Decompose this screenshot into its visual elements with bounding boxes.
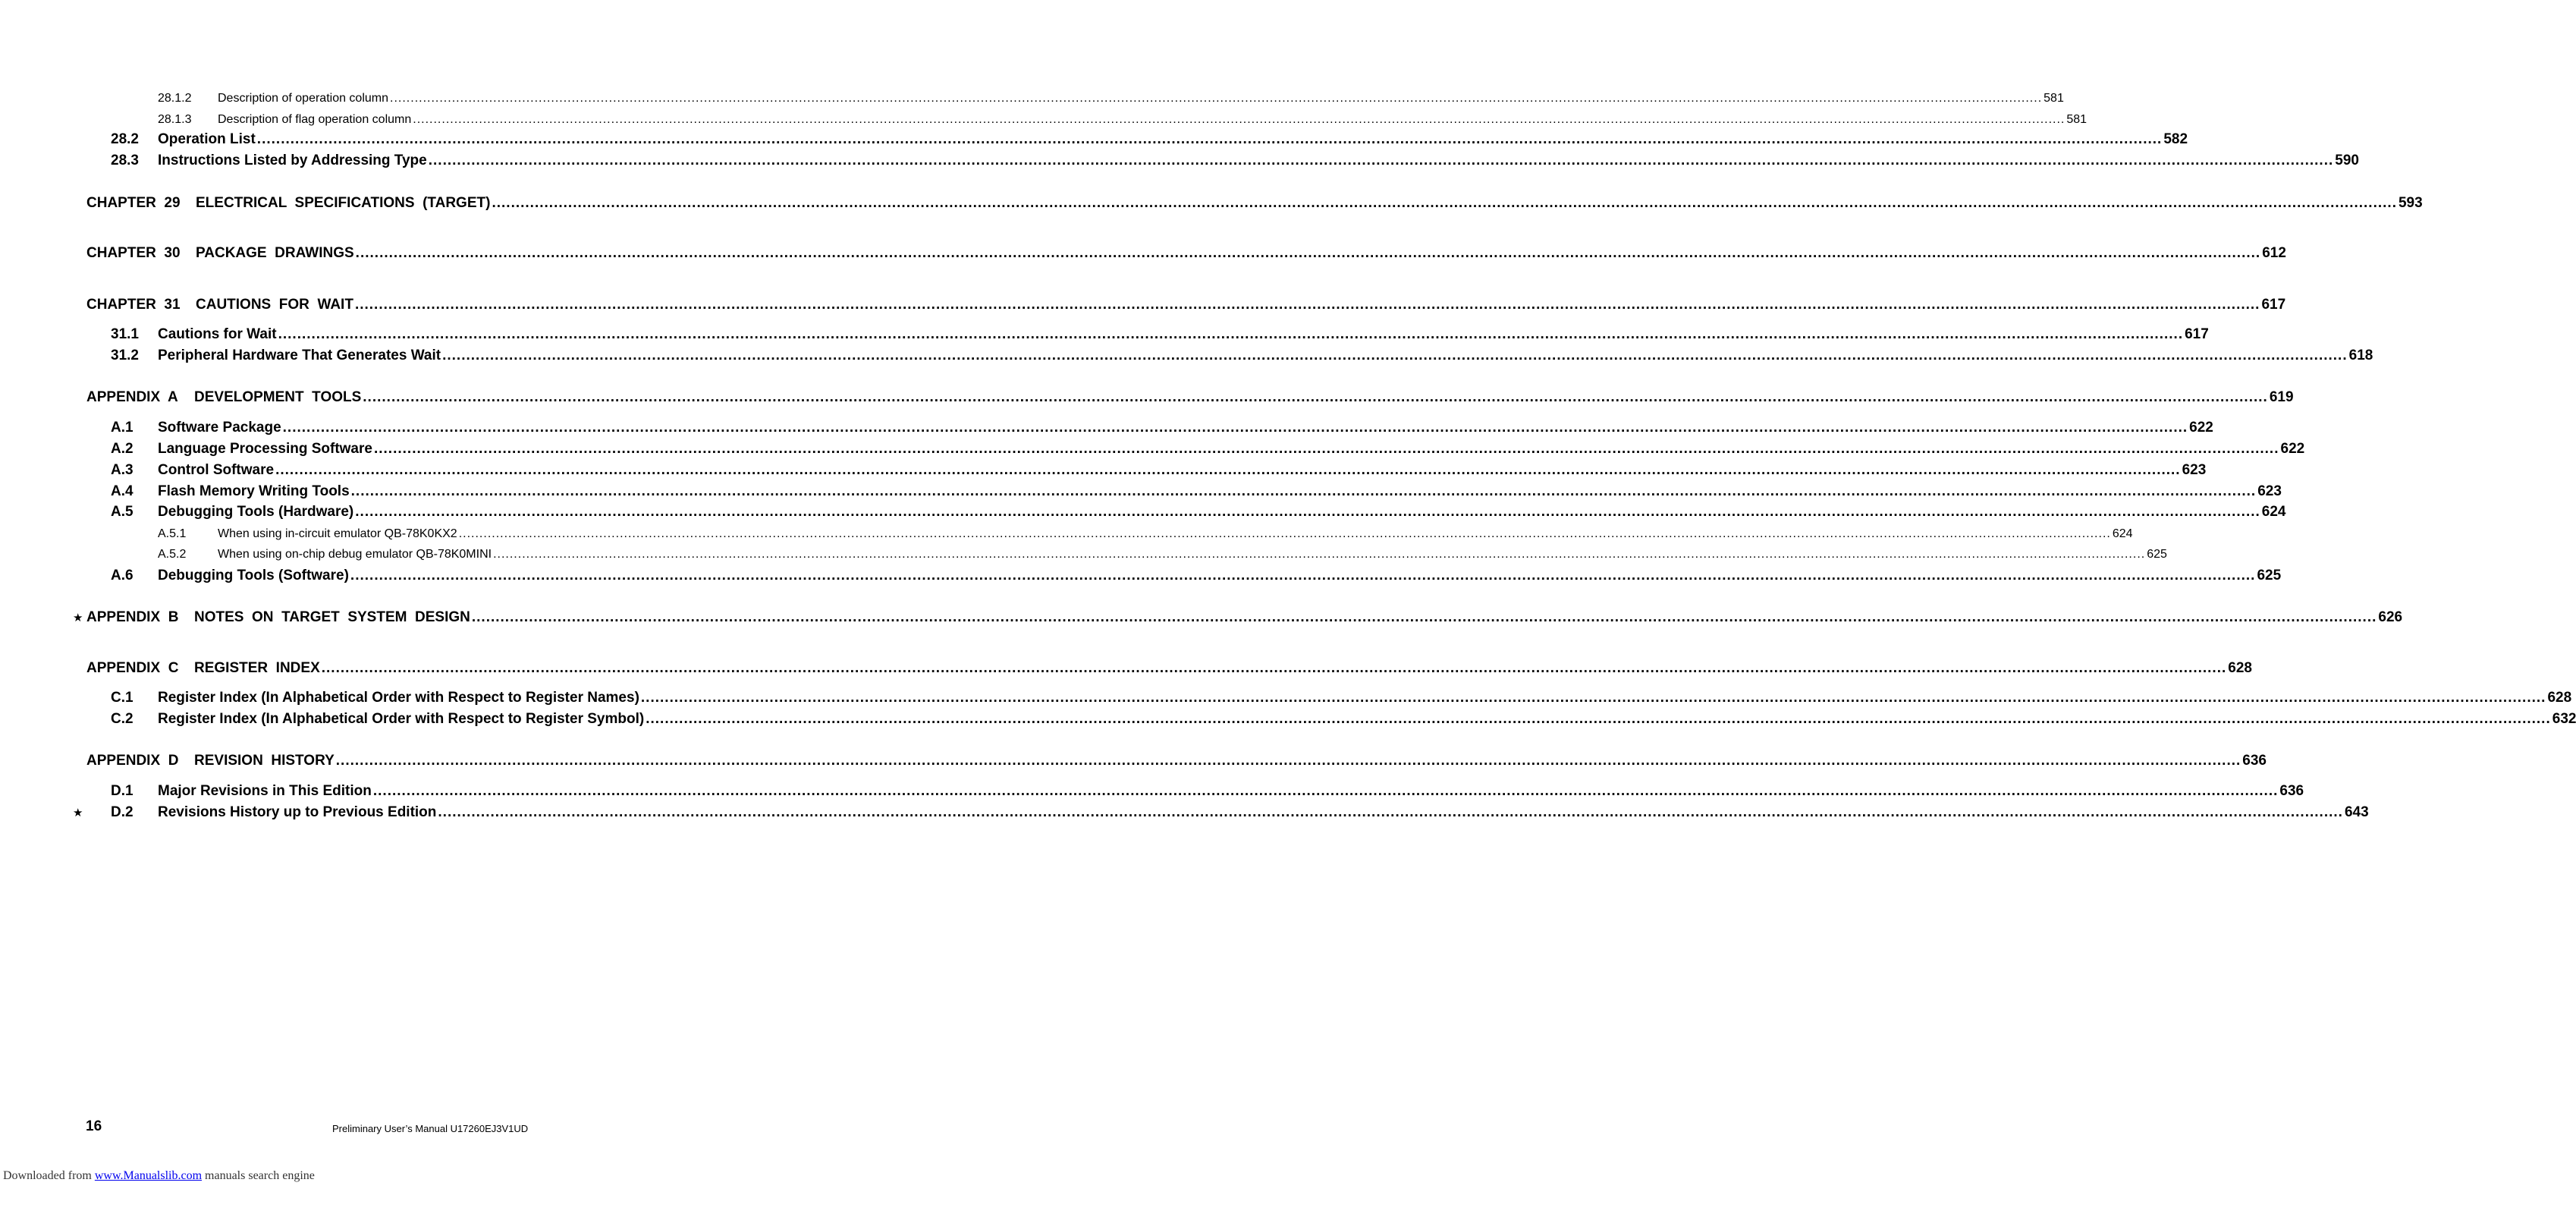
- dot-leader: ................................................................................................................................................................................................................................................................................................................................................................................................................: [278, 326, 2184, 342]
- dot-leader: ................................................................................................................................................................................................................................................................................................................................................................................................................: [640, 690, 2546, 706]
- dot-leader: ................................................................................................................................................................................................................................................................................................................................................................................................................: [493, 548, 2146, 561]
- toc-entry-page: 636: [2279, 783, 2304, 799]
- toc-entry-line: [158, 804, 2369, 821]
- toc-entry-title: REVISION HISTORY: [194, 753, 335, 769]
- toc-entry-number: CHAPTER 29: [86, 195, 181, 211]
- toc-entry-title: Language Processing Software: [158, 441, 372, 457]
- toc-entry-line: [158, 153, 2359, 169]
- toc-entry-title: Register Index (In Alphabetical Order with Respect to Register Symbol): [158, 711, 645, 727]
- toc-entry[interactable]: [0, 150, 2359, 171]
- toc-entry-line: [158, 783, 2304, 800]
- toc-entry-number: 31.2: [111, 348, 139, 363]
- dot-leader: ................................................................................................................................................................................................................................................................................................................................................................................................................: [335, 753, 2241, 769]
- toc-entry-page: 617: [2261, 297, 2286, 313]
- toc-entry[interactable]: [0, 544, 2167, 565]
- toc-entry-title: Major Revisions in This Edition: [158, 783, 372, 799]
- dot-leader: ................................................................................................................................................................................................................................................................................................................................................................................................................: [492, 195, 2397, 211]
- toc-entry-number: APPENDIX A: [86, 389, 178, 405]
- dot-leader: ................................................................................................................................................................................................................................................................................................................................................................................................................: [275, 462, 2181, 478]
- toc-entry[interactable]: [0, 129, 2188, 150]
- dot-leader: ................................................................................................................................................................................................................................................................................................................................................................................................................: [256, 131, 2163, 147]
- toc-entry-number: A.5.2: [158, 548, 187, 561]
- toc-entry[interactable]: [0, 502, 2286, 523]
- toc-entry-number: A.3: [111, 462, 134, 478]
- toc-entry-page: 623: [2257, 483, 2282, 499]
- manual-footer: Preliminary User’s Manual U17260EJ3V1UD: [332, 1123, 529, 1134]
- toc-entry-number: A.2: [111, 441, 134, 457]
- toc-entry-line: [158, 441, 2305, 458]
- toc-entry[interactable]: [0, 781, 2304, 802]
- dot-leader: ................................................................................................................................................................................................................................................................................................................................................................................................................: [458, 527, 2111, 540]
- toc-entry-title: When using on-chip debug emulator QB-78K0MINI: [218, 548, 492, 561]
- toc-entry-title: DEVELOPMENT TOOLS: [194, 389, 362, 405]
- toc-entry[interactable]: [0, 88, 2064, 109]
- toc-entry-line: [194, 609, 2403, 626]
- toc-entry-page: 619: [2269, 389, 2294, 405]
- toc-entry-number: 31.1: [111, 326, 139, 342]
- toc-entry[interactable]: [0, 387, 2294, 408]
- toc-entry-line: [218, 113, 2088, 127]
- toc-entry-number: APPENDIX C: [86, 660, 179, 676]
- toc-entry-page: 632: [2552, 711, 2576, 727]
- toc-entry-number: C.1: [111, 690, 134, 706]
- dot-leader: ................................................................................................................................................................................................................................................................................................................................................................................................................: [373, 441, 2279, 457]
- dot-leader: ................................................................................................................................................................................................................................................................................................................................................................................................................: [355, 504, 2260, 520]
- toc-entry-number: APPENDIX D: [86, 753, 179, 769]
- toc-entry[interactable]: [0, 802, 2369, 823]
- toc-entry-page: 624: [2112, 527, 2133, 540]
- toc-entry-number: D.1: [111, 783, 134, 799]
- dot-leader: ................................................................................................................................................................................................................................................................................................................................................................................................................: [354, 297, 2260, 313]
- toc-entry-title: Flash Memory Writing Tools: [158, 483, 350, 499]
- toc-entry-line: [218, 527, 2133, 541]
- toc-entry-number: APPENDIX B: [86, 609, 179, 625]
- toc-entry[interactable]: [0, 439, 2305, 460]
- dot-leader: ................................................................................................................................................................................................................................................................................................................................................................................................................: [442, 348, 2348, 363]
- toc-entry-title: Debugging Tools (Software): [158, 568, 349, 583]
- toc-entry[interactable]: [0, 750, 2267, 772]
- toc-entry-page: 618: [2348, 348, 2373, 363]
- toc-entry-number: 28.1.2: [158, 92, 192, 105]
- page-number: 16: [86, 1118, 102, 1134]
- toc-entry-title: Software Package: [158, 420, 281, 436]
- toc-entry-line: [194, 660, 2252, 677]
- toc-entry-title: Peripheral Hardware That Generates Wait: [158, 348, 441, 363]
- dot-leader: ................................................................................................................................................................................................................................................................................................................................................................................................................: [438, 804, 2343, 820]
- dot-leader: ................................................................................................................................................................................................................................................................................................................................................................................................................: [428, 153, 2334, 168]
- toc-entry-line: [158, 462, 2207, 479]
- toc-entry-number: A.4: [111, 483, 134, 499]
- toc-entry-title: Operation List: [158, 131, 256, 147]
- toc-entry-title: REGISTER INDEX: [194, 660, 320, 676]
- revision-star-icon: ★: [73, 805, 83, 819]
- toc-entry-title: Control Software: [158, 462, 275, 478]
- toc-entry-line: [218, 92, 2064, 105]
- toc-entry[interactable]: [0, 417, 2213, 439]
- toc-entry[interactable]: [0, 607, 2403, 628]
- dot-leader: ................................................................................................................................................................................................................................................................................................................................................................................................................: [646, 711, 2551, 727]
- toc-entry-number: 28.2: [111, 131, 139, 147]
- toc-entry-line: [158, 420, 2213, 436]
- toc-entry[interactable]: [0, 524, 2133, 545]
- toc-entry-line: [196, 245, 2286, 262]
- toc-entry-number: A.5: [111, 504, 134, 520]
- toc-entry-line: [196, 195, 2423, 212]
- toc-entry-page: 623: [2182, 462, 2207, 478]
- toc-entry-line: [158, 690, 2572, 706]
- toc-entry-page: 582: [2163, 131, 2188, 147]
- toc-entry-page: 625: [2257, 568, 2282, 583]
- toc-entry-line: [194, 753, 2267, 769]
- toc-entry[interactable]: [0, 565, 2282, 587]
- toc-entry-title: Instructions Listed by Addressing Type: [158, 153, 427, 168]
- dot-leader: ................................................................................................................................................................................................................................................................................................................................................................................................................: [413, 113, 2066, 126]
- toc-entry-page: 628: [2228, 660, 2252, 676]
- toc-entry[interactable]: [0, 193, 2423, 214]
- toc-entry-page: 622: [2280, 441, 2305, 457]
- dot-leader: ................................................................................................................................................................................................................................................................................................................................................................................................................: [363, 389, 2268, 405]
- toc-entry-number: A.5.1: [158, 527, 187, 540]
- toc-entry-line: [158, 568, 2282, 584]
- toc-entry-line: [158, 326, 2209, 343]
- toc-entry-line: [158, 348, 2373, 364]
- toc-entry-line: [158, 711, 2576, 728]
- toc-entry-title: Debugging Tools (Hardware): [158, 504, 354, 520]
- dot-leader: ................................................................................................................................................................................................................................................................................................................................................................................................................: [321, 660, 2227, 676]
- toc-entry-number: 28.1.3: [158, 113, 192, 126]
- toc-entry-title: Register Index (In Alphabetical Order with Respect to Register Names): [158, 690, 639, 706]
- toc-entry-title: When using in-circuit emulator QB-78K0KX2: [218, 527, 457, 540]
- toc-entry-page: 628: [2547, 690, 2572, 706]
- download-suffix: manuals search engine: [202, 1169, 315, 1182]
- toc-entry-title: Revisions History up to Previous Edition: [158, 804, 437, 820]
- dot-leader: ................................................................................................................................................................................................................................................................................................................................................................................................................: [350, 568, 2256, 583]
- toc-entry[interactable]: [0, 658, 2252, 679]
- toc-entry-page: 617: [2185, 326, 2209, 342]
- toc-entry[interactable]: [0, 481, 2282, 502]
- toc-entry-title: Description of flag operation column: [218, 113, 412, 126]
- toc-entry-page: 636: [2242, 753, 2267, 769]
- toc-entry-page: 581: [2066, 113, 2088, 126]
- toc-entry[interactable]: [0, 324, 2209, 345]
- download-notice: [3, 1169, 315, 1183]
- toc-entry-number: CHAPTER 30: [86, 245, 181, 261]
- toc-entry[interactable]: [0, 294, 2286, 316]
- toc-entry-number: A.1: [111, 420, 134, 436]
- toc-entry-title: NOTES ON TARGET SYSTEM DESIGN: [194, 609, 470, 625]
- toc-entry-line: [158, 483, 2282, 500]
- toc-entry-line: [158, 131, 2188, 148]
- toc-entry-line: [158, 504, 2286, 521]
- dot-leader: ................................................................................................................................................................................................................................................................................................................................................................................................................: [282, 420, 2188, 436]
- toc-entry-title: Description of operation column: [218, 92, 389, 105]
- toc-entry-line: [194, 389, 2294, 406]
- toc-entry-number: CHAPTER 31: [86, 297, 181, 313]
- toc-entry-page: 622: [2189, 420, 2213, 436]
- toc-entry-title: Cautions for Wait: [158, 326, 277, 342]
- manualslib-link[interactable]: www.Manualslib.com: [94, 1169, 203, 1182]
- toc-entry-title: ELECTRICAL SPECIFICATIONS (TARGET): [196, 195, 491, 211]
- toc-entry-number: A.6: [111, 568, 134, 583]
- download-prefix: Downloaded from: [3, 1169, 95, 1182]
- toc-entry-page: 626: [2378, 609, 2403, 625]
- toc-entry[interactable]: [0, 709, 2576, 730]
- revision-star-icon: ★: [73, 610, 83, 624]
- toc-entry-page: 643: [2344, 804, 2369, 820]
- toc-entry[interactable]: [0, 460, 2207, 481]
- dot-leader: ................................................................................................................................................................................................................................................................................................................................................................................................................: [355, 245, 2261, 261]
- toc-entry[interactable]: [0, 345, 2373, 366]
- toc-entry-page: 612: [2262, 245, 2286, 261]
- toc-entry-number: D.2: [111, 804, 134, 820]
- toc-entry-page: 625: [2147, 548, 2167, 561]
- toc-entry-number: C.2: [111, 711, 134, 727]
- toc-entry-line: [196, 297, 2286, 313]
- toc-entry-page: 593: [2398, 195, 2423, 211]
- toc-entry[interactable]: [0, 109, 2088, 131]
- toc-entry-number: 28.3: [111, 153, 139, 168]
- toc-entry-line: [218, 548, 2167, 561]
- toc-entry-page: 581: [2044, 92, 2064, 105]
- toc-entry-title: CAUTIONS FOR WAIT: [196, 297, 353, 313]
- toc-entry-page: 624: [2261, 504, 2286, 520]
- dot-leader: ................................................................................................................................................................................................................................................................................................................................................................................................................: [350, 483, 2257, 499]
- dot-leader: ................................................................................................................................................................................................................................................................................................................................................................................................................: [372, 783, 2279, 799]
- toc-entry[interactable]: [0, 687, 2572, 709]
- toc-entry[interactable]: [0, 243, 2286, 264]
- toc-entry-title: PACKAGE DRAWINGS: [196, 245, 354, 261]
- dot-leader: ................................................................................................................................................................................................................................................................................................................................................................................................................: [471, 609, 2377, 625]
- toc-entry-page: 590: [2335, 153, 2359, 168]
- dot-leader: ................................................................................................................................................................................................................................................................................................................................................................................................................: [390, 92, 2043, 105]
